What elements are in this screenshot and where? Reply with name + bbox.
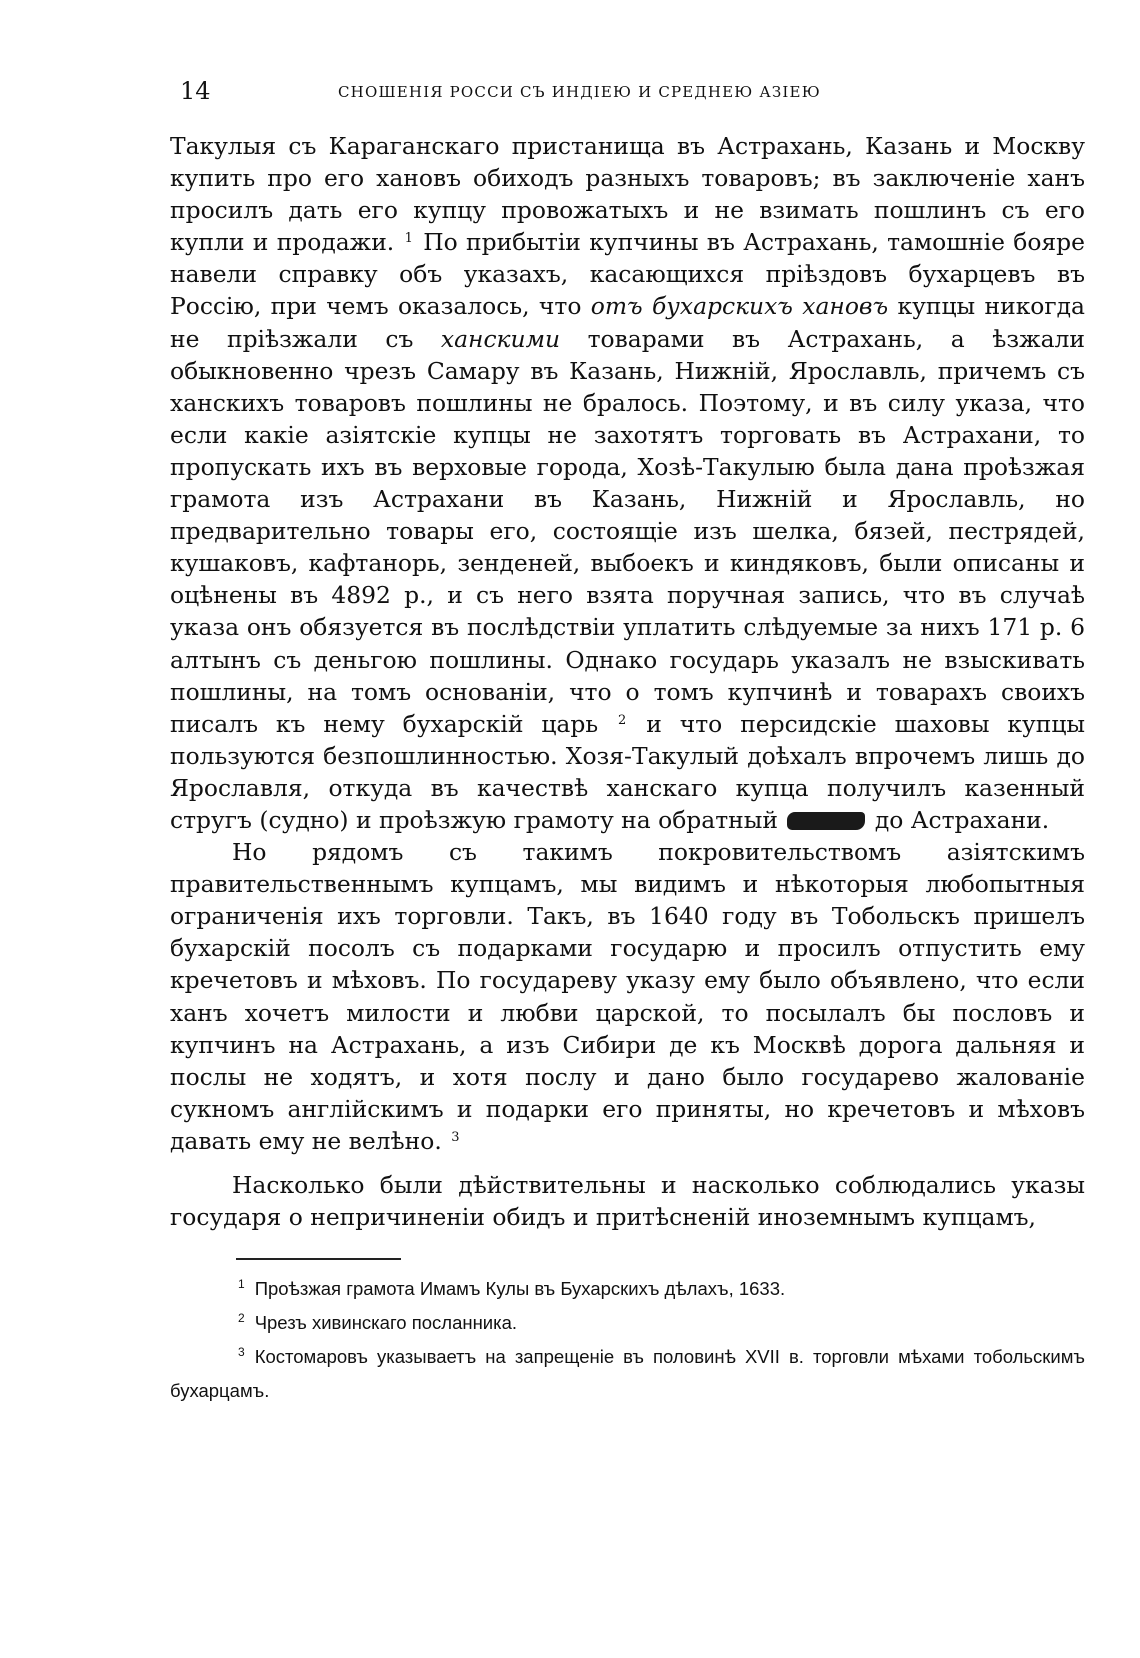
text-span: Насколько были дѣйствительны и насколько соблюдались указы государя о непричиненіи обидъ и притѣсненій иноземнымъ купцамъ, (170, 1171, 1085, 1232)
page-number: 14 (180, 77, 211, 105)
paragraph-3 (170, 1169, 1085, 1233)
footnote-text: Проѣзжая грамота Имамъ Кулы въ Бухарскихъ дѣлахъ, 1633. (254, 1278, 786, 1299)
footnote-ref-3[interactable]: 3 (451, 1129, 460, 1145)
footnote-separator (236, 1258, 401, 1260)
footnote-mark: 2 (238, 1311, 245, 1325)
footnote-3 (170, 1340, 1085, 1408)
italic-phrase: ханскими (440, 324, 561, 353)
ink-blot (787, 812, 865, 830)
text-span: до Астрахани. (874, 805, 1050, 834)
text-span: товарами въ Астрахань, а ѣзжали обыкновенно чрезъ Самару въ Казань, Нижній, Ярославль, причемъ съ ханскихъ товаровъ пошлины не бралось. Поэтому, и въ силу указа, что если какіе азіятскіе купцы не захотятъ торговать въ Астрахани, то пропускать ихъ въ верховые города, Хозѣ-Такулыю была дана проѣзжая грамота изъ Астрахани въ Казань, Нижній и Ярославль, но предварительно товары его, состоящіе изъ шелка, бязей, пестрядей, кушаковъ, кафтанорь, зенденей, выбоекъ и киндяковъ, были описаны и оцѣнены въ 4892 р., и съ него взята поручная запись, что въ случаѣ указа онъ обязуется въ послѣдствіи уплатить слѣдуемые за нихъ 171 р. 6 алтынъ съ деньгою пошлины. Однако государь указалъ не взыскивать пошлины, на томъ основаніи, что о томъ купчинѣ и товарахъ своихъ писалъ къ нему бухарскій царь (170, 324, 1086, 738)
text-span: купцы никогда не пріѣзжали съ (170, 292, 1085, 353)
text-span: Но рядомъ съ такимъ покровительствомъ азіятскимъ правительственнымъ купцамъ, мы видимъ и нѣкоторыя любопытныя ограниченія ихъ торговли. Такъ, въ 1640 году въ Тобольскъ пришелъ бухарскій посолъ съ подарками государю и просилъ отпустить ему кречетовъ и мѣховъ. По государеву указу ему было объявлено, что если ханъ хочетъ милости и любви царской, то посылалъ бы пословъ и купчинъ на Астрахань, а изъ Сибири де къ Москвѣ дорога дальняя и послы не ходятъ, и хотя послу и дано было государево жалованіе сукномъ англійскимъ и подарки его приняты, но кречетовъ и мѣховъ давать ему не велѣно. (170, 838, 1085, 1155)
paragraph-2 (170, 836, 1085, 1157)
text-span: и что персидскіе шаховы купцы пользуются безпошлинностью. Хозя-Такулый доѣхалъ впрочемъ лишь до Ярославля, откуда въ качествѣ ханскаго купца получилъ казенный стругъ (судно) и проѣзжую грамоту на обратный (170, 709, 1086, 834)
paragraph-1 (170, 130, 1085, 836)
text-span: Такулыя съ Караганскаго пристанища въ Астрахань, Казань и Москву купить про его хановъ обиходъ разныхъ товаровъ; въ заключеніе ханъ просилъ дать его купцу провожатыхъ и не взимать пошлинъ съ его купли и продажи. (170, 132, 1085, 257)
footnote-mark: 3 (238, 1345, 245, 1359)
footnote-text: Чрезъ хивинскаго посланника. (254, 1312, 518, 1333)
footnote-ref-2[interactable]: 2 (618, 712, 627, 728)
footnote-text: Костомаровъ указываетъ на запрещеніе въ половинѣ XVII в. торговли мѣхами тобольскимъ бухарцамъ. (170, 1346, 1085, 1401)
footnote-mark: 1 (238, 1277, 245, 1291)
running-title: СНОШЕНІЯ РОССИ СЪ ИНДІЕЮ И СРЕДНЕЮ АЗІЕЮ (338, 83, 821, 101)
footnotes (170, 1272, 1085, 1408)
italic-phrase: отъ бухарскихъ хановъ (590, 292, 889, 321)
running-head (170, 76, 1085, 106)
main-text (170, 130, 1085, 1233)
text-span: По прибытіи купчины въ Астрахань, тамошніе бояре навели справку объ указахъ, касающихся пріѣздовъ бухарцевъ въ Россію, при чемъ оказалось, что (170, 228, 1085, 321)
footnote-2 (170, 1306, 1085, 1340)
footnote-1 (170, 1272, 1085, 1306)
footnote-ref-1[interactable]: 1 (404, 231, 413, 247)
